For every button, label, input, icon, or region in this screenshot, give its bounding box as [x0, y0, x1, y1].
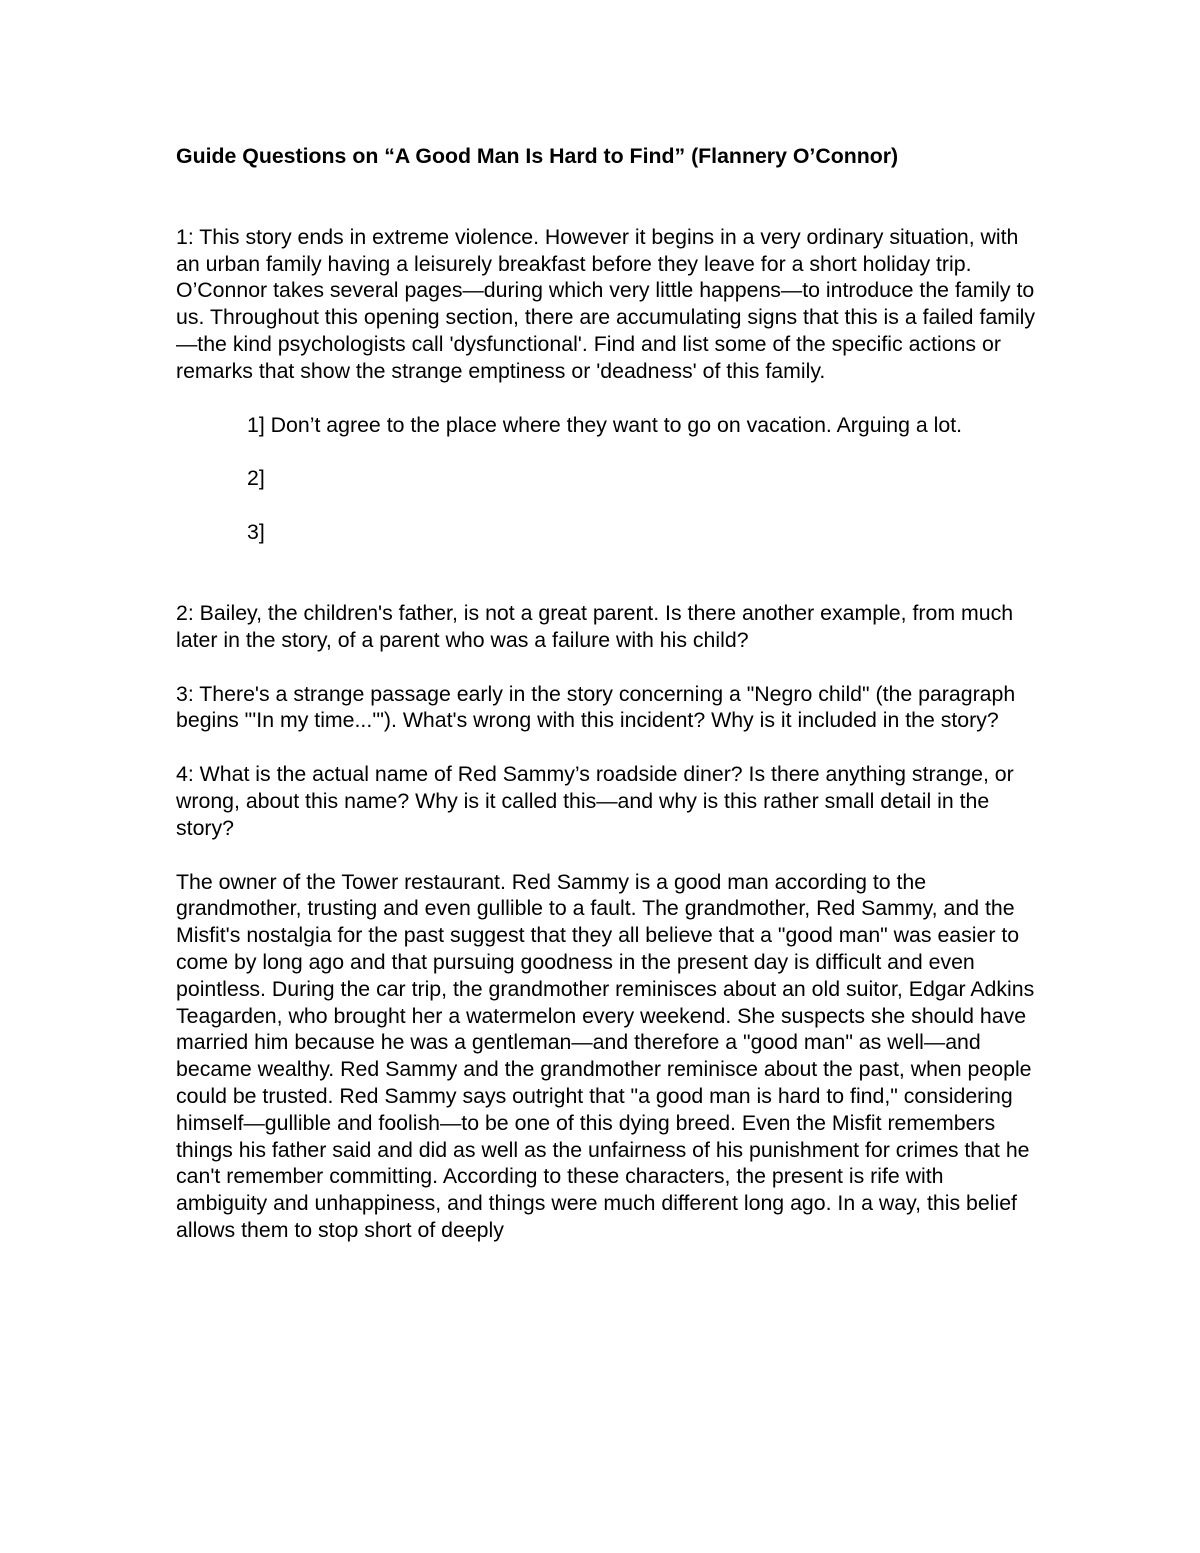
- question-1: 1: This story ends in extreme violence. However it begins in a very ordinary situation, with an urban family having a leisurely breakfast before they leave for a short holiday trip. O’Connor takes several pages—during which very little happens—to introduce the family to us. Throughout this opening section, there are accumulating signs that this is a failed family—the kind psychologists call 'dysfunctional'. Find and list some of the specific actions or remarks that show the strange emptiness or 'deadness' of this family.: [176, 224, 1036, 383]
- question-2: 2: Bailey, the children's father, is not a great parent. Is there another example, from much later in the story, of a parent who was a failure with his child?: [176, 600, 1014, 652]
- question-1-answer-3: 3]: [247, 520, 265, 545]
- question-1-answer-2: 2]: [247, 466, 265, 491]
- question-4: 4: What is the actual name of Red Sammy’s roadside diner? Is there anything strange, or wrong, about this name? Why is it called this—and why is this rather small detail in the story?: [176, 762, 1014, 840]
- document-body: [176, 143, 1036, 1244]
- question-3: 3: There's a strange passage early in the story concerning a "Negro child" (the paragraph begins "'In my time...'"). What's wrong with this incident? Why is it included in the story?: [176, 681, 1016, 733]
- document-title: Guide Questions on “A Good Man Is Hard to Find” (Flannery O’Connor): [176, 144, 899, 168]
- question-1-answer-1: 1] Don’t agree to the place where they want to go on vacation. Arguing a lot.: [247, 412, 963, 437]
- question-4-answer: The owner of the Tower restaurant. Red Sammy is a good man according to the grandmother, trusting and even gullible to a fault. The grandmother, Red Sammy, and the Misfit's nostalgia for the past suggest that they all believe that a "good man" was easier to come by long ago and that pursuing goodness in the present day is difficult and even pointless. During the car trip, the grandmother reminisces about an old suitor, Edgar Adkins Teagarden, who brought her a watermelon every weekend. She suspects she should have married him because he was a gentleman—and therefore a "good man" as well—and became wealthy. Red Sammy and the grandmother reminisce about the past, when people could be trusted. Red Sammy says outright that "a good man is hard to find," considering himself—gullible and foolish—to be one of this dying breed. Even the Misfit remembers things his father said and did as well as the unfairness of his punishment for crimes that he can't remember committing. According to these characters, the present is rife with ambiguity and unhappiness, and things were much different long ago. In a way, this belief allows them to stop short of deeply: [176, 869, 1035, 1242]
